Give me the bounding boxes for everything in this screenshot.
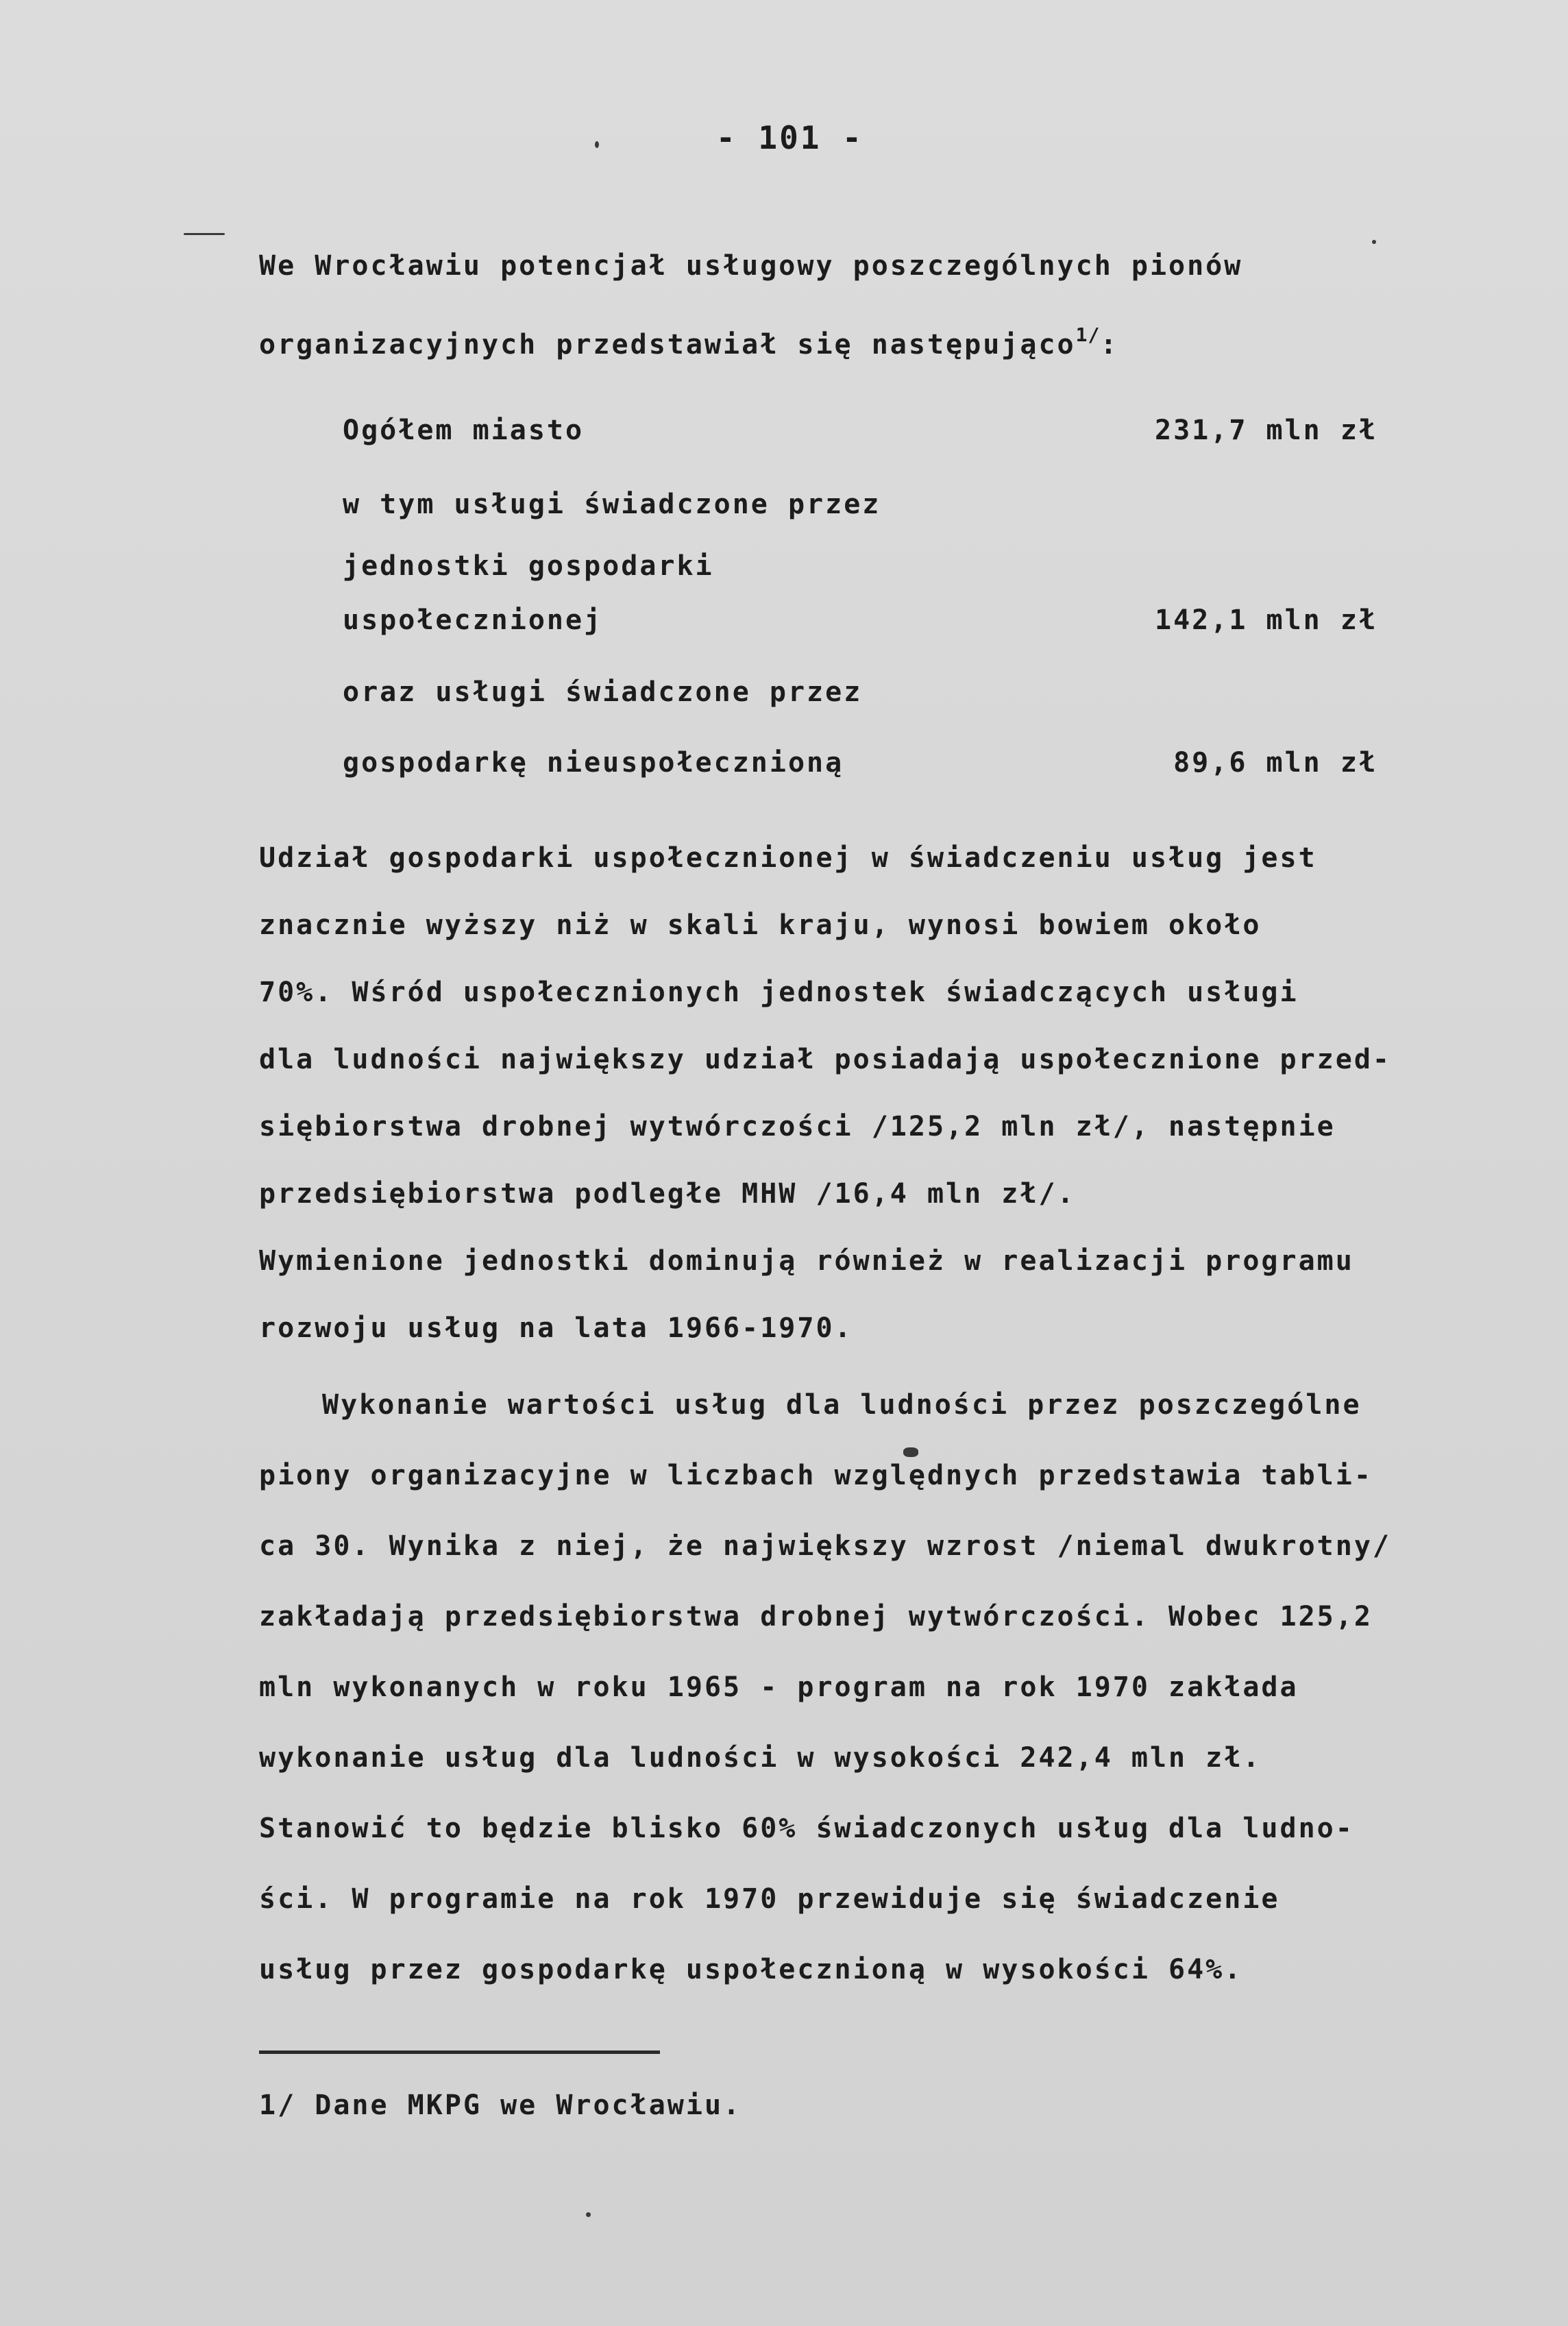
paragraph2-line: Wykonanie wartości usług dla ludności przez poszczególne [322, 1389, 1362, 1421]
total-value: 231,7 mln zł [1155, 415, 1377, 446]
paragraph2-line: zakładają przedsiębiorstwa drobnej wytwórczości. Wobec 125,2 [259, 1601, 1373, 1632]
paragraph1-line: przedsiębiorstwa podległe MHW /16,4 mln zł/. [259, 1178, 1076, 1210]
private-label: gospodarkę nieuspołecznioną [343, 747, 844, 779]
in-that-label: w tym usługi świadczone przez [343, 489, 881, 520]
paragraph2-line: wykonanie usług dla ludności w wysokości 242,4 mln zł. [259, 1742, 1262, 1774]
page-number: - 101 - [716, 119, 863, 156]
paragraph1-line: Wymienione jednostki dominują również w realizacji programu [259, 1245, 1354, 1277]
socialized-value: 142,1 mln zł [1155, 604, 1377, 636]
socialized-label-line-1: jednostki gospodarki [343, 550, 714, 582]
scan-speck [586, 2212, 591, 2217]
paragraph1-line: Udział gospodarki uspołecznionej w świadczeniu usług jest [259, 842, 1317, 874]
intro-line-2-text: organizacyjnych przedstawiał się następująco [259, 329, 1076, 360]
paragraph1-line: 70%. Wśród uspołecznionych jednostek świadczących usługi [259, 977, 1299, 1008]
scan-speck [595, 141, 599, 148]
scan-speck [1372, 240, 1376, 244]
scan-speck [903, 1447, 918, 1457]
socialized-label-line-2: uspołecznionej [343, 604, 603, 636]
total-label: Ogółem miasto [343, 415, 585, 446]
paragraph2-line: piony organizacyjne w liczbach względnych przedstawia tabli- [259, 1460, 1373, 1491]
scan-speck [184, 233, 225, 235]
paragraph1-line: siębiorstwa drobnej wytwórczości /125,2 mln zł/, następnie [259, 1111, 1336, 1142]
paragraph2-line: usług przez gospodarkę uspołecznioną w wysokości 64%. [259, 1954, 1243, 1985]
intro-line-1: We Wrocławiu potencjał usługowy poszczególnych pionów [259, 250, 1243, 282]
footnote-divider [259, 2050, 660, 2054]
and-label: oraz usługi świadczone przez [343, 676, 863, 708]
private-value: 89,6 mln zł [1173, 747, 1377, 779]
paragraph2-line: Stanowić to będzie blisko 60% świadczonych usług dla ludno- [259, 1813, 1354, 1844]
paragraph1-line: rozwoju usług na lata 1966-1970. [259, 1312, 853, 1344]
paragraph2-line: ca 30. Wynika z niej, że największy wzrost /niemal dwukrotny/ [259, 1530, 1392, 1562]
intro-line-2-colon: : [1100, 329, 1119, 360]
footnote-text: 1/ Dane MKPG we Wrocławiu. [259, 2090, 742, 2121]
paragraph2-line: ści. W programie na rok 1970 przewiduje się świadczenie [259, 1883, 1280, 1915]
intro-line-2 [259, 323, 1119, 360]
paragraph1-line: znacznie wyższy niż w skali kraju, wynosi bowiem około [259, 909, 1262, 941]
footnote-mark: 1/ [1075, 323, 1101, 346]
paragraph1-line: dla ludności największy udział posiadają uspołecznione przed- [259, 1044, 1392, 1075]
paragraph2-line: mln wykonanych w roku 1965 - program na rok 1970 zakłada [259, 1672, 1299, 1703]
